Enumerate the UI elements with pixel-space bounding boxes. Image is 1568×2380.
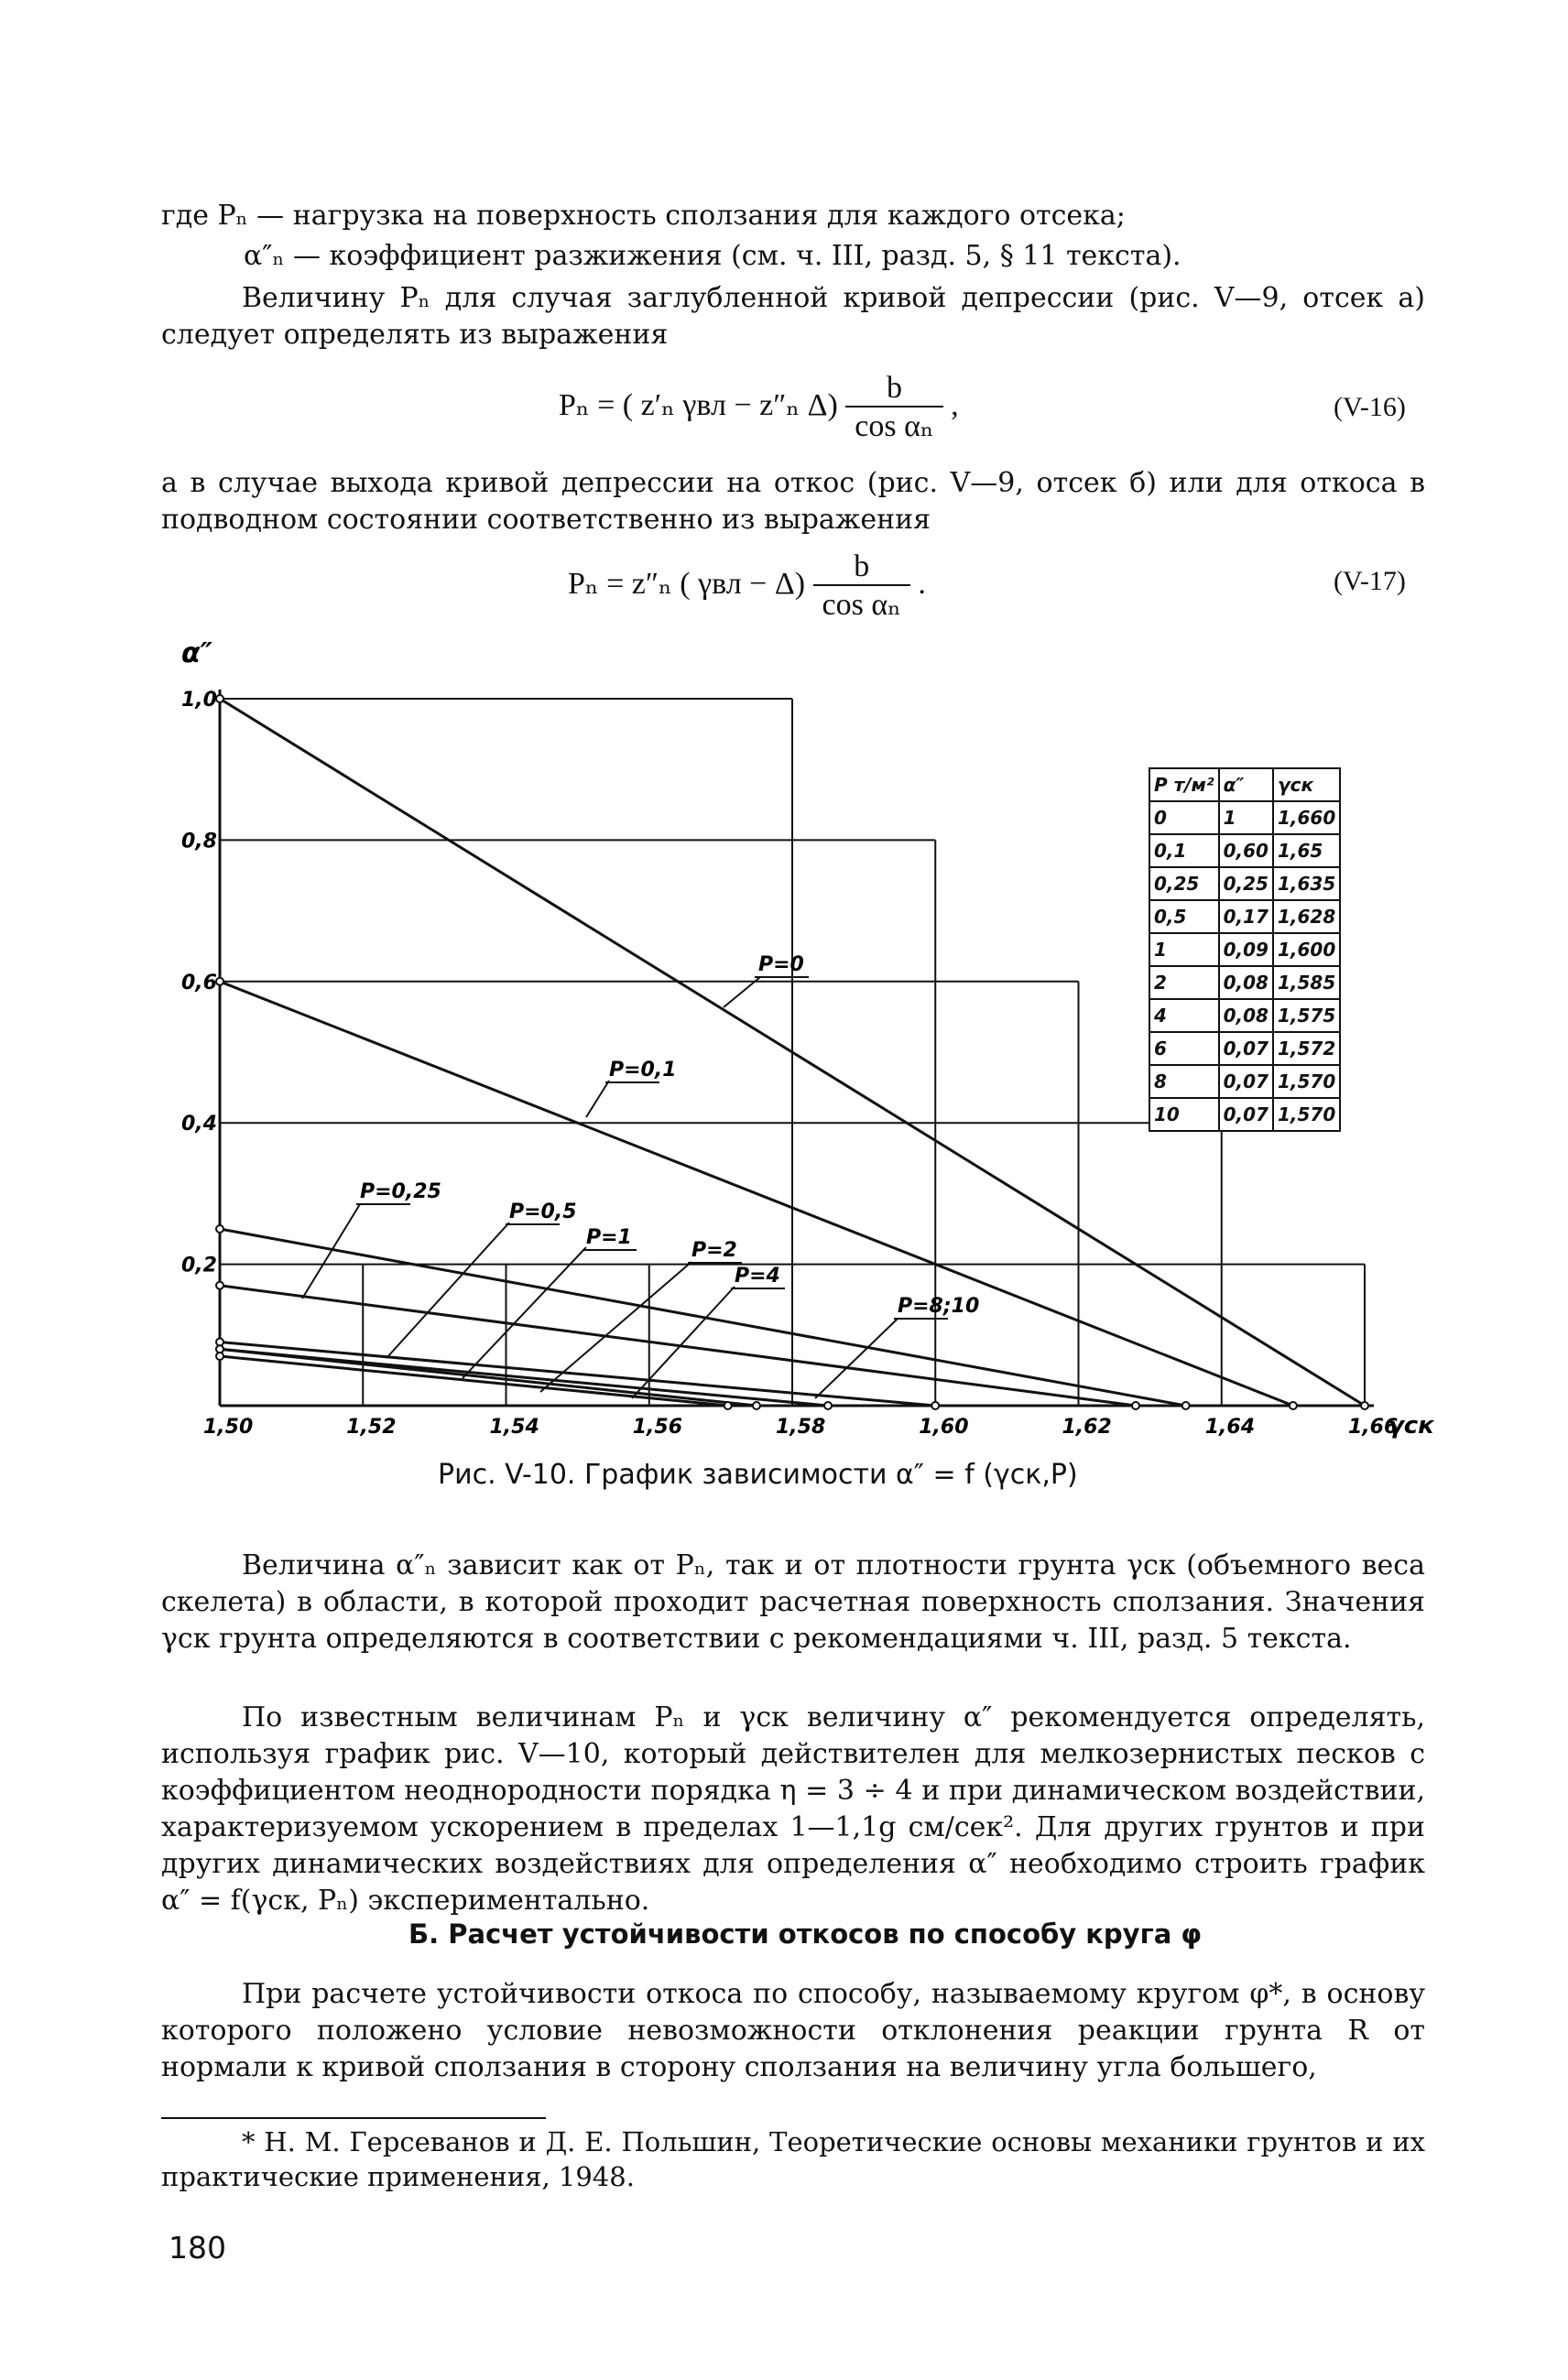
table-row xyxy=(1149,933,1340,966)
table-cell: 4 xyxy=(1149,999,1219,1032)
series-label: P=0,25 xyxy=(360,1180,441,1203)
table-cell: 6 xyxy=(1149,1032,1219,1065)
y-tick-label: 0,2 xyxy=(181,1254,217,1277)
series-end-point xyxy=(931,1402,939,1409)
x-axis-label: γск xyxy=(1388,1412,1434,1440)
series-end-point xyxy=(1182,1402,1190,1409)
series-label: P=4 xyxy=(735,1265,780,1288)
series-leader-line xyxy=(586,1081,609,1117)
page-number: 180 xyxy=(169,2230,226,2266)
table-header-row xyxy=(1149,768,1340,801)
paragraph-3: Величина α″ₙ зависит как от Pₙ, так и от плотности грунта γск (объемного веса скелета) в области, в которой проходит расчетная поверхность сползания. Значения γск грунта определяются в соответствии с рекомендациями ч. III, разд. 5 текста. xyxy=(161,1549,1425,1655)
table-row xyxy=(1149,801,1340,834)
table-cell: γск xyxy=(1273,768,1340,801)
table-cell: 1,660 xyxy=(1273,801,1340,834)
table-row xyxy=(1149,1032,1340,1065)
series-start-point xyxy=(216,978,223,985)
formula-v16-numerator: b xyxy=(845,371,942,408)
series-line xyxy=(220,1349,757,1406)
formula-v16-tail: , xyxy=(951,387,959,422)
table-cell: 1,570 xyxy=(1273,1065,1340,1098)
formula-v16-lhs: Pₙ = ( z′ₙ γвл − z″ₙ Δ) xyxy=(559,387,838,422)
table-cell: 2 xyxy=(1149,966,1219,999)
text-line-2: α″ₙ — коэффициент разжижения (см. ч. III, разд. 5, § 11 текста). xyxy=(244,240,1181,272)
table-row xyxy=(1149,966,1340,999)
series-label: P=0,5 xyxy=(509,1201,577,1223)
formula-v17-denominator: cos αₙ xyxy=(822,588,901,622)
table-cell: 1,635 xyxy=(1273,867,1340,900)
table-cell: 1,572 xyxy=(1273,1032,1340,1065)
series-label: P=8;10 xyxy=(898,1295,980,1318)
x-tick-label: 1,62 xyxy=(1062,1416,1112,1439)
paragraph-4: По известным величинам Pₙ и γск величину α″ рекомендуется определять, используя график рис. V—10, который действителен для мелкозернистых песков с коэффициентом неоднородности порядка η = 3 ÷ 4 и при динамическом воздействии, характеризуемом ускорением в пределах 1—1,1g см/сек². Для других грунтов и при других динамических воздействиях для определения α″ необходимо строить график α″ = f(γск, Pₙ) экспериментально. xyxy=(161,1701,1425,1917)
formula-v17-lhs: Pₙ = z″ₙ ( γвл − Δ) xyxy=(568,566,806,601)
series-label: P=0 xyxy=(758,953,804,976)
table-row xyxy=(1149,867,1340,900)
formula-v16-denominator: cos αₙ xyxy=(855,409,934,443)
paragraph-5: При расчете устойчивости откоса по способу, называемому кругом φ*, в основу которого положено условие невозможности отклонения реакции грунта R от нормали к кривой сползания в сторону сползания на величину угла большего, xyxy=(161,1978,1425,2083)
series-end-point xyxy=(753,1402,760,1409)
paragraph-1: Величину Pₙ для случая заглубленной кривой депрессии (рис. V—9, отсек а) следует определять из выражения xyxy=(161,282,1425,351)
table-cell: 1,600 xyxy=(1273,933,1340,966)
series-label: P=1 xyxy=(586,1226,632,1249)
x-tick-label: 1,64 xyxy=(1204,1416,1256,1439)
y-tick-label: 1,0 xyxy=(181,689,217,712)
formula-v17-numerator: b xyxy=(813,549,910,586)
table-cell: 10 xyxy=(1149,1098,1219,1131)
equation-number-v17: (V-17) xyxy=(1334,566,1406,596)
table-cell: 1,628 xyxy=(1273,900,1340,933)
y-tick-label: 0,6 xyxy=(181,971,217,994)
table-cell: 0,5 xyxy=(1149,900,1219,933)
table-cell: 8 xyxy=(1149,1065,1219,1098)
figure-caption: Рис. V-10. График зависимости α″ = f (γск,P) xyxy=(438,1459,1078,1491)
table-cell: 0,08 xyxy=(1219,966,1273,999)
table-cell: 0,25 xyxy=(1219,867,1273,900)
y-tick-label: 0,8 xyxy=(181,830,217,853)
table-cell: 1 xyxy=(1219,801,1273,834)
series-leader-line xyxy=(540,1262,691,1392)
table-cell: 1,570 xyxy=(1273,1098,1340,1131)
x-tick-label: 1,66 xyxy=(1348,1416,1399,1439)
x-tick-label: 1,56 xyxy=(632,1416,683,1439)
series-leader-line xyxy=(815,1319,898,1398)
footnote-rule xyxy=(161,2117,546,2119)
paragraph-2: а в случае выхода кривой депрессии на откос (рис. V—9, отсек б) или для откоса в подводном состоянии соответственно из выражения xyxy=(161,467,1425,536)
series-start-point xyxy=(216,695,223,702)
x-tick-label: 1,52 xyxy=(346,1416,397,1439)
table-cell: P т/м² xyxy=(1149,768,1219,801)
x-tick-label: 1,60 xyxy=(919,1416,969,1439)
table-cell: 1 xyxy=(1149,933,1219,966)
series-end-point xyxy=(1361,1402,1368,1409)
text-line-1: где Pₙ — нагрузка на поверхность сползания для каждого отсека; xyxy=(161,200,1126,232)
table-row xyxy=(1149,999,1340,1032)
table-cell: 0,07 xyxy=(1219,1032,1273,1065)
table-cell: 0,08 xyxy=(1219,999,1273,1032)
table-cell: 1,585 xyxy=(1273,966,1340,999)
table-row xyxy=(1149,1098,1340,1131)
series-leader-line xyxy=(463,1247,586,1378)
x-tick-label: 1,58 xyxy=(776,1416,826,1439)
series-end-point xyxy=(1132,1402,1139,1409)
section-heading: Б. Расчет устойчивости откосов по способу круга φ xyxy=(408,1918,1203,1950)
series-start-point xyxy=(216,1225,223,1233)
formula-v17-tail: . xyxy=(918,566,926,601)
y-axis-label: α″ xyxy=(181,637,213,669)
x-tick-label: 1,54 xyxy=(489,1416,539,1439)
table-row xyxy=(1149,900,1340,933)
table-row xyxy=(1149,1065,1340,1098)
x-tick-label: 1,50 xyxy=(203,1416,254,1439)
series-end-point xyxy=(724,1402,732,1409)
table-cell: 0,17 xyxy=(1219,900,1273,933)
chart-data-table xyxy=(1149,767,1341,1132)
table-cell: 0,1 xyxy=(1149,834,1219,867)
table-cell: 0,25 xyxy=(1149,867,1219,900)
table-cell: α″ xyxy=(1219,768,1273,801)
table-row xyxy=(1149,834,1340,867)
series-line xyxy=(220,1342,935,1406)
series-start-point xyxy=(216,1353,223,1360)
series-leader-line xyxy=(387,1223,509,1358)
table-cell: 0,09 xyxy=(1219,933,1273,966)
series-line xyxy=(220,1286,1136,1406)
table-cell: 0,07 xyxy=(1219,1098,1273,1131)
series-end-point xyxy=(824,1402,832,1409)
equation-number-v16: (V-16) xyxy=(1334,392,1406,422)
series-label: P=2 xyxy=(691,1239,737,1262)
series-leader-line xyxy=(302,1204,360,1299)
table-cell: 1,65 xyxy=(1273,834,1340,867)
table-cell: 0,60 xyxy=(1219,834,1273,867)
series-start-point xyxy=(216,1282,223,1289)
series-label: P=0,1 xyxy=(609,1059,677,1081)
table-cell: 0 xyxy=(1149,801,1219,834)
footnote: * Н. М. Герсеванов и Д. Е. Польшин, Теоретические основы механики грунтов и их практические применения, 1948. xyxy=(161,2126,1425,2192)
table-cell: 1,575 xyxy=(1273,999,1340,1032)
series-end-point xyxy=(1290,1402,1297,1409)
table-cell: 0,07 xyxy=(1219,1065,1273,1098)
y-tick-label: 0,4 xyxy=(181,1113,217,1136)
